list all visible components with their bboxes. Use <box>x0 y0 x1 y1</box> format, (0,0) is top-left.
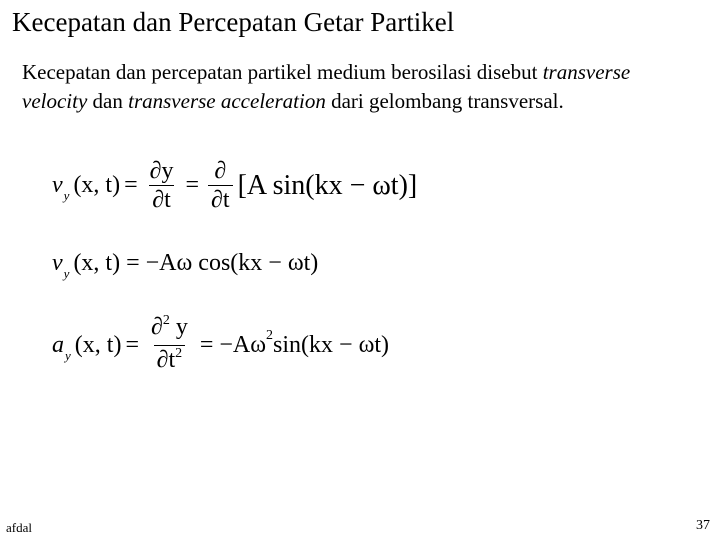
eq3-lhs-args: (x, t) <box>74 332 122 358</box>
equation-velocity-definition <box>52 158 417 213</box>
eq3-fraction <box>148 314 191 377</box>
eq2-lhs-args: (x, t) <box>73 250 121 276</box>
equation-velocity-result <box>52 250 319 281</box>
eq3-frac-den <box>154 345 186 377</box>
paragraph-text-3: dari gelombang transversal. <box>325 89 564 113</box>
slide-title: Kecepatan dan Percepatan Getar Partikel <box>12 7 455 37</box>
eq1-fraction-1 <box>147 158 177 213</box>
eq3-num-pow: 2 <box>162 313 170 328</box>
eq1-fraction-2 <box>208 158 233 213</box>
paragraph-text-1: Kecepatan dan percepatan partikel medium berosilasi disebut <box>22 60 543 84</box>
eq1-frac2-den: ∂t <box>208 185 233 213</box>
eq3-den-d: ∂t <box>156 347 176 373</box>
eq1-lhs-sub: y <box>63 187 70 203</box>
eq3-rhs-pow: 2 <box>266 327 274 343</box>
equation-acceleration <box>52 314 389 377</box>
footer-page-number: 37 <box>696 518 710 533</box>
intro-paragraph <box>22 58 662 116</box>
eq1-equals: = <box>124 172 138 198</box>
eq1-bracket-expression: [A sin(kx − ωt)] <box>237 169 418 201</box>
paragraph-italic-term-2: transverse acceleration <box>128 89 326 113</box>
eq2-rhs: = −Aω cos(kx − ωt) <box>126 250 319 276</box>
eq3-rhs-a: = −Aω <box>199 332 267 358</box>
eq3-equals: = <box>125 332 139 358</box>
paragraph-text-2: dan <box>87 89 129 113</box>
paragraph-italic-term-1: transverse velocity <box>22 60 631 113</box>
eq3-lhs-var: a <box>52 332 64 358</box>
eq1-frac2-num: ∂ <box>214 158 227 184</box>
eq3-lhs-sub: y <box>65 347 71 363</box>
eq3-frac-num <box>148 314 191 345</box>
eq3-rhs-b: sin(kx − ωt) <box>273 332 390 358</box>
eq2-lhs-sub: y <box>63 265 70 281</box>
eq1-frac1-den: ∂t <box>149 185 174 213</box>
eq1-lhs-var: v <box>52 172 63 198</box>
eq1-equals-2: = <box>185 172 200 198</box>
footer-author: afdal <box>6 520 32 535</box>
eq2-lhs-var: v <box>52 250 63 276</box>
eq3-den-pow: 2 <box>175 346 183 361</box>
eq1-frac1-num: ∂y <box>149 158 174 184</box>
eq3-num-var: y <box>169 314 188 340</box>
eq1-lhs-args: (x, t) <box>73 172 121 198</box>
eq3-num-d: ∂ <box>150 314 163 340</box>
